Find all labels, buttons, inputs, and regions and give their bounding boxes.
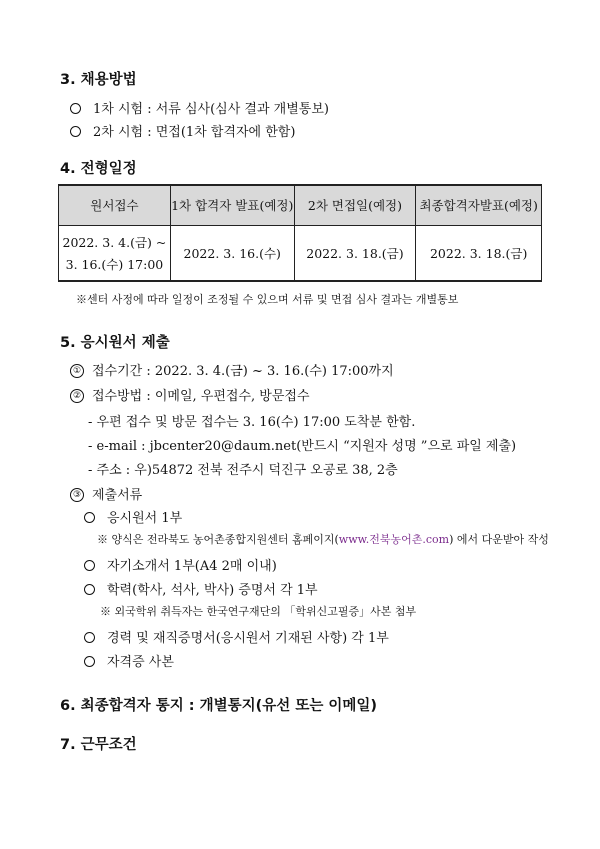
table-header: 2차 면접일(예정) bbox=[294, 185, 416, 225]
table-cell: 2022. 3. 18.(금) bbox=[294, 225, 416, 281]
circle-bullet-icon bbox=[84, 584, 95, 595]
list-item: ② 접수방법 : 이메일, 우편접수, 방문접수 bbox=[70, 385, 310, 404]
table-header-row bbox=[59, 185, 542, 225]
doc-note: ※ 양식은 전라북도 농어촌종합지원센터 홈페이지(www.전북농어촌.com) 에서 다운받아 작성 bbox=[97, 533, 549, 546]
circle-bullet-icon bbox=[70, 103, 81, 114]
circle-bullet-icon bbox=[84, 560, 95, 571]
table-header: 최종합격자발표(예정) bbox=[416, 185, 542, 225]
table-header: 1차 합격자 발표(예정) bbox=[170, 185, 294, 225]
number-3-icon: ③ bbox=[70, 488, 84, 502]
circle-bullet-icon bbox=[84, 632, 95, 643]
table-header: 원서접수 bbox=[59, 185, 171, 225]
list-item: - 우편 접수 및 방문 접수는 3. 16(수) 17:00 도착분 한함. bbox=[88, 415, 416, 430]
schedule-note: ※센터 사정에 따라 일정이 조정될 수 있으며 서류 및 면접 심사 결과는 개별통보 bbox=[76, 293, 459, 306]
list-item: 학력(학사, 석사, 박사) 증명서 각 1부 bbox=[84, 579, 318, 598]
number-1-icon: ① bbox=[70, 364, 84, 378]
list-item: - e-mail : jbcenter20@daum.net(반드시 “지원자 성명 ”으로 파일 제출) bbox=[88, 439, 517, 454]
circle-bullet-icon bbox=[84, 512, 95, 523]
list-item: ③ 제출서류 bbox=[70, 484, 142, 503]
list-item: 자격증 사본 bbox=[84, 651, 174, 670]
list-item: 1차 시험 : 서류 심사(심사 결과 개별통보) bbox=[70, 98, 329, 117]
table-cell: 2022. 3. 4.(금) ~ 3. 16.(수) 17:00 bbox=[59, 225, 171, 281]
list-item: 2차 시험 : 면접(1차 합격자에 한함) bbox=[70, 121, 295, 140]
homepage-link[interactable]: www.전북농어촌.com bbox=[338, 533, 450, 546]
list-item: - 주소 : 우)54872 전북 전주시 덕진구 오공로 38, 2층 bbox=[88, 463, 398, 478]
list-item: 응시원서 1부 bbox=[84, 507, 182, 526]
section-7-title: 7. 근무조건 bbox=[60, 737, 137, 753]
section-5-title: 5. 응시원서 제출 bbox=[60, 335, 170, 351]
section-6-title: 6. 최종합격자 통지 : 개별통지(유선 또는 이메일) bbox=[60, 698, 378, 714]
number-2-icon: ② bbox=[70, 389, 84, 403]
doc-note: ※ 외국학위 취득자는 한국연구재단의 「학위신고필증」사본 첨부 bbox=[100, 605, 417, 618]
list-item: 경력 및 재직증명서(응시원서 기재된 사항) 각 1부 bbox=[84, 627, 389, 646]
table-cell: 2022. 3. 16.(수) bbox=[170, 225, 294, 281]
table-row bbox=[59, 225, 542, 281]
circle-bullet-icon bbox=[84, 656, 95, 667]
schedule-table bbox=[58, 184, 542, 282]
section-3-title: 3. 채용방법 bbox=[60, 72, 137, 88]
list-item: 자기소개서 1부(A4 2매 이내) bbox=[84, 555, 277, 574]
list-item: ① 접수기간 : 2022. 3. 4.(금) ~ 3. 16.(수) 17:00까지 bbox=[70, 360, 394, 379]
circle-bullet-icon bbox=[70, 126, 81, 137]
table-cell: 2022. 3. 18.(금) bbox=[416, 225, 542, 281]
section-4-title: 4. 전형일정 bbox=[60, 161, 137, 177]
